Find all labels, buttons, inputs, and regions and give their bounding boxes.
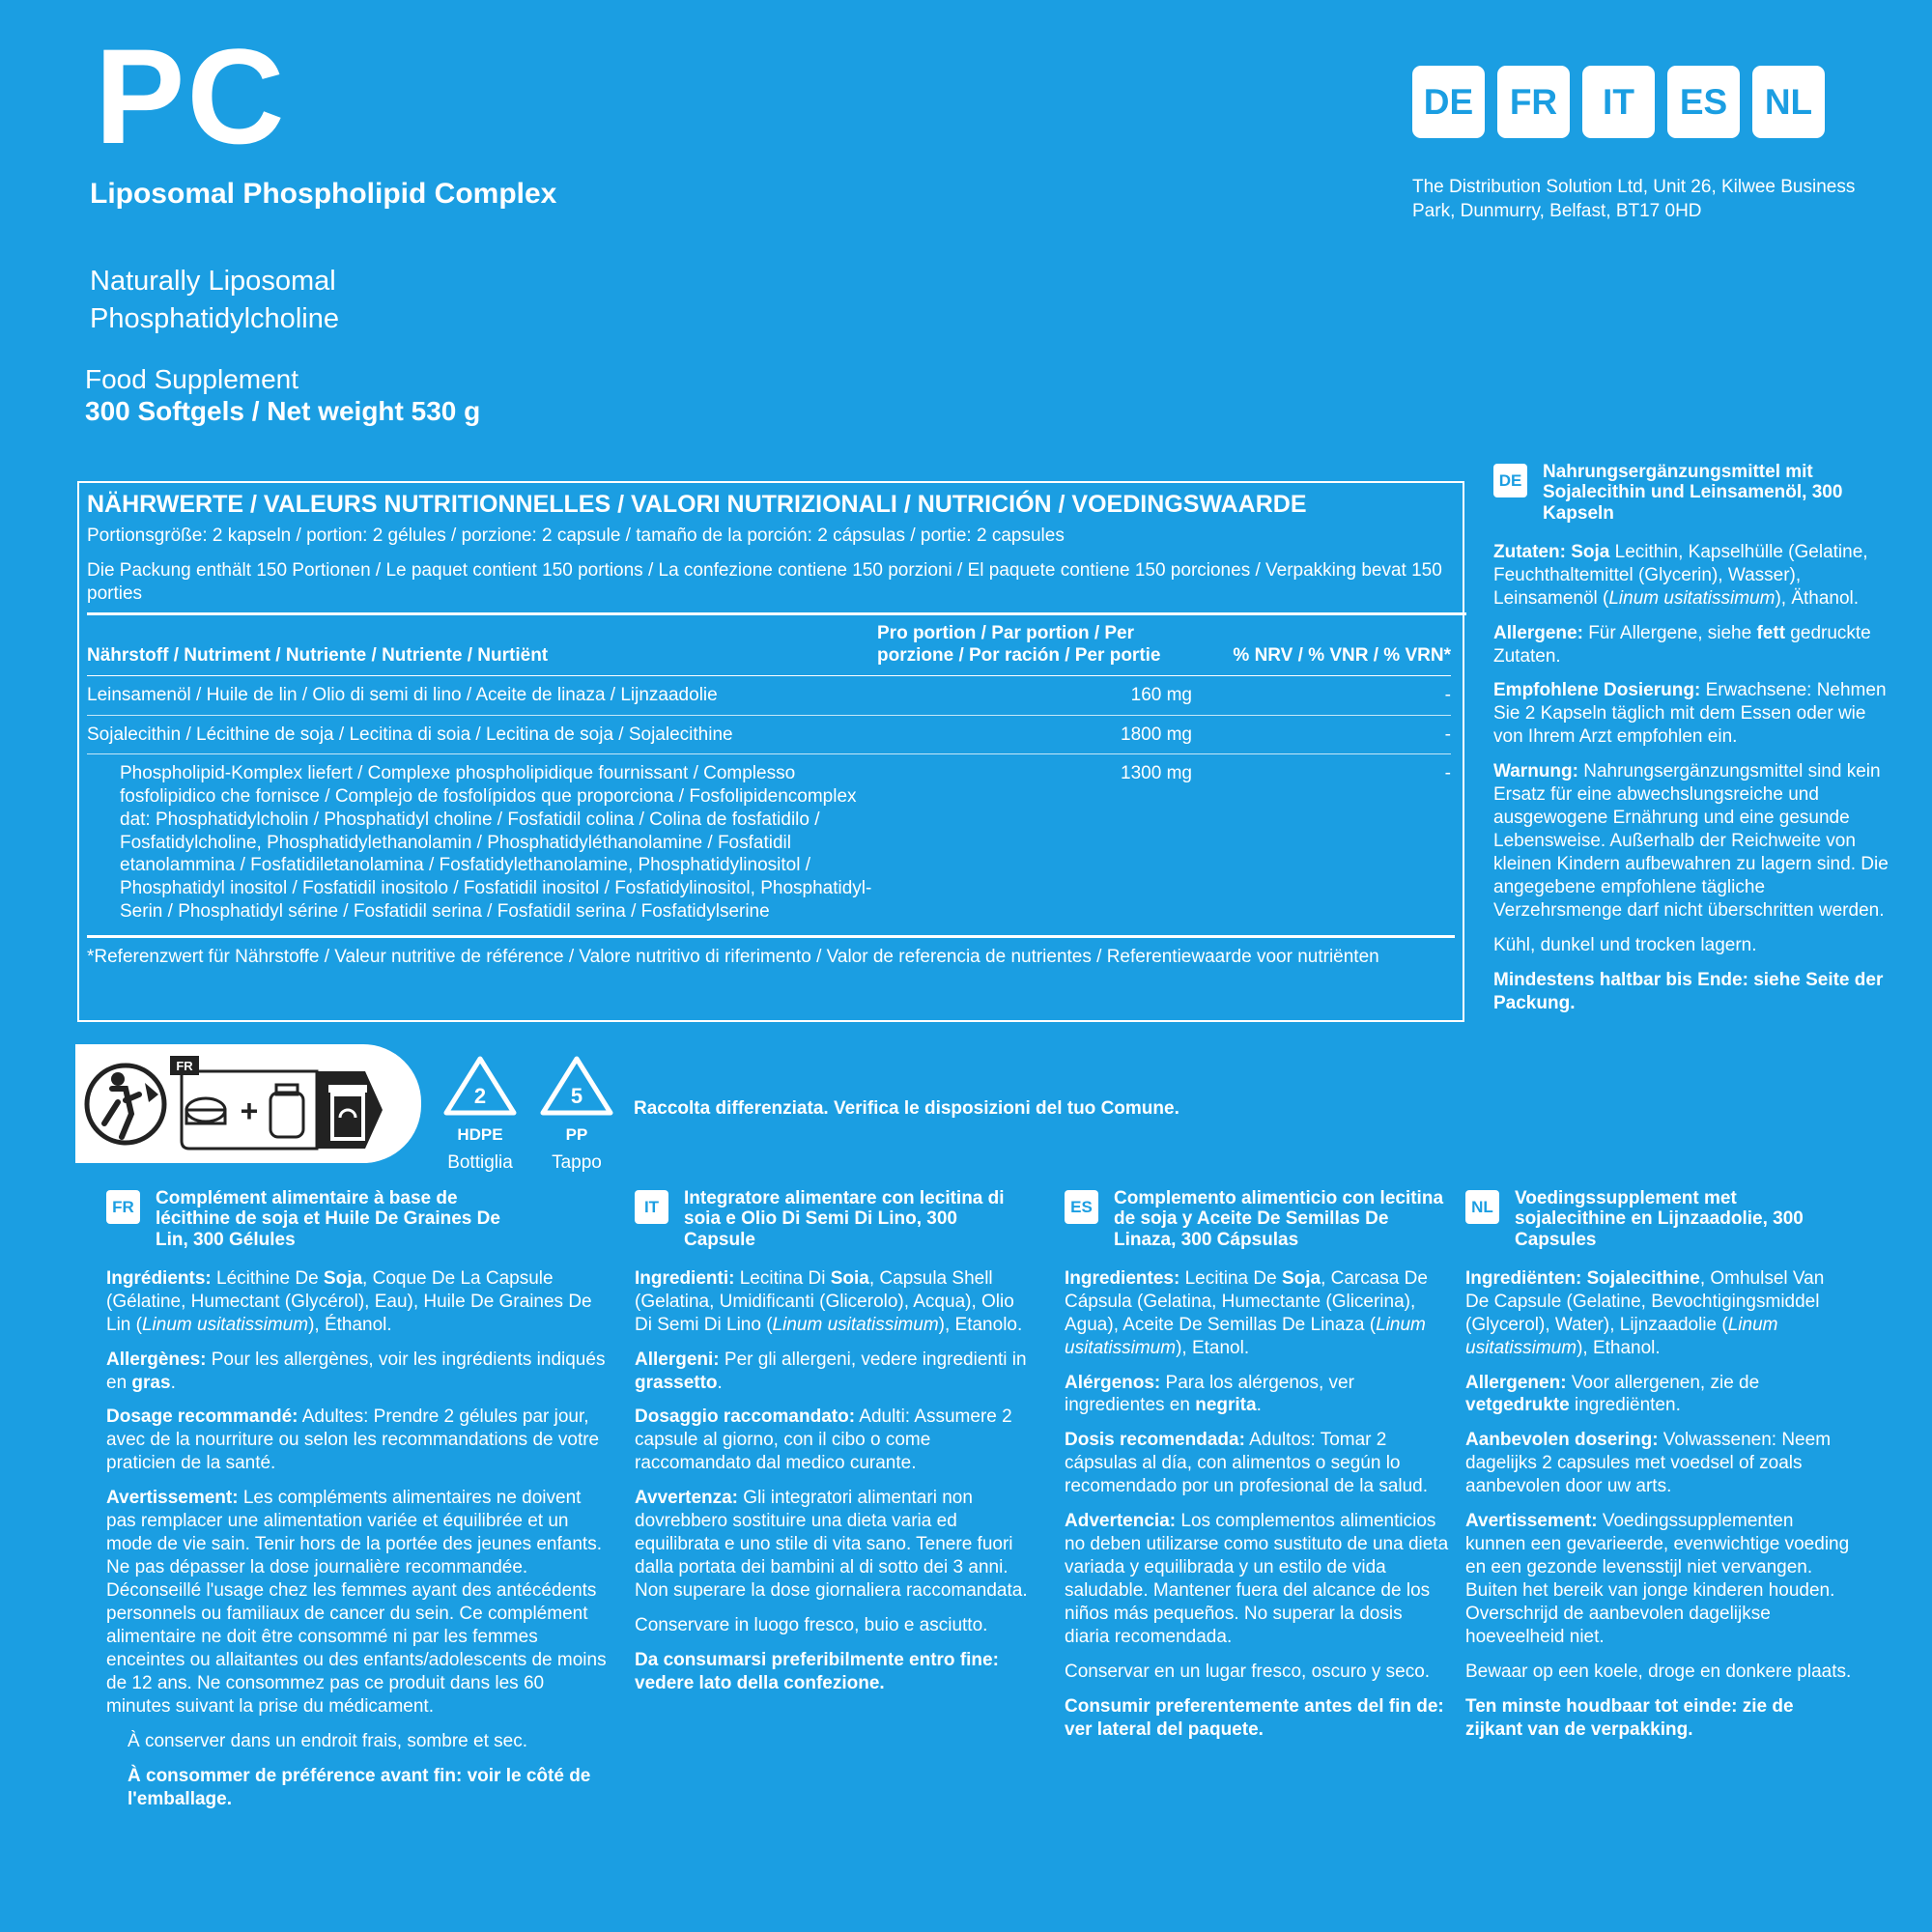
product-name: Liposomal Phospholipid Complex [90,178,557,210]
nutrient-name: Leinsamenöl / Huile de lin / Olio di semi di lino / Aceite de linaza / Lijnzaadolie [87,675,877,715]
table-row [87,715,1451,754]
serving-size: Portionsgröße: 2 kapseln / portion: 2 gélules / porzione: 2 capsule / tamaño de la porción: 2 cápsulas / portie: 2 capsules [87,526,1065,546]
net-weight: 300 Softgels / Net weight 530 g [85,396,481,426]
plus-icon: + [240,1094,259,1128]
lang-badge-it: IT [1582,66,1655,138]
warning-text: Advertencia: Los complementos alimenticios no deben utilizarse como sustituto de una dieta variada y equilibrada y un estilo de vida saludable. Mantener fuera del alcance de los niños más pequeños. No superar la dosis diaria recomendada. [1065,1511,1449,1647]
distributor-address: The Distribution Solution Ltd, Unit 26, Kilwee Business Park, Dunmurry, Belfast, BT17 0HD [1412,177,1856,221]
ingredients-text: Zutaten: Soja Lecithin, Kapselhülle (Gelatine, Feuchthaltemittel (Glycerin), Wasser), Leinsamenöl (Linum usitatissimum), Äthanol. [1493,541,1868,609]
best-before-text: Ten minste houdbaar tot einde: zie de zijkant van de verpakking. [1465,1695,1794,1740]
recycling-pictograms [75,1044,421,1163]
fr-info-box [170,1056,317,1149]
label-column-fr [106,1188,609,1822]
nrv-footnote: *Referenzwert für Nährstoffe / Valeur nutritive de référence / Valore nutritivo di riferimento / Valor de referencia de nutrientes / Referentiewaarde voor nutriënten [87,935,1455,969]
warning-text: Warnung: Nahrungsergänzungsmittel sind kein Ersatz für eine abwechslungsreiche und ausgewogene Ernährung und eine gesunde Lebensweise. Außerhalb der Reichweite von kleinen Kindern aufbewahren zu lagern sind. Die angegebene empfohlene tägliche Verzehrsmenge darf nicht überschritten werden. [1493,761,1889,921]
column-title: Complemento alimenticio con lecitina de soja y Aceite De Semillas De Linaza, 300 Cápsulas [1114,1188,1444,1250]
triman-icon [87,1065,164,1143]
nutrient-name: Phospholipid-Komplex liefert / Complexe phospholipidique fournissant / Complesso fosfolipidico che fornisce / Complejo de fosfolípidos que proporciona / Fosfolipidencomplex dat: Phosphatidylcholin / Phosphatidyl choline / Fosfatidil colina / Colina de fosfatidilo / Fosfatidylcholine, Phosphatidylethanolamin / Phosphatidyléthanolamine / Fosfatidil etanolammina / Fosfatidiletanolamina / Fosfatidylethanolamine, Phosphatidylinositol / Phosphatidyl inositol / Fosfatidil inositolo / Fosfatidil inositol / Fosfatidylinositol, Phosphatidyl-Serin / Phosphatidyl sérine / Fosfatidil serina / Fosfatidil serina / Fosfatidylserine [120,763,872,922]
recycle-triangle-icon [437,1053,524,1121]
allergens-text: Allergene: Für Allergene, siehe fett gedruckte Zutaten. [1493,622,1871,667]
label-column-it [635,1188,1031,1707]
best-before-text: Mindestens haltbar bis Ende: siehe Seite der Packung. [1493,969,1884,1013]
nutrient-nrv: - [1444,763,1451,784]
storage-text: Kühl, dunkel und trocken lagern. [1493,934,1757,955]
label-column-nl [1465,1188,1852,1753]
table-row [87,675,1451,715]
dosage-text: Empfohlene Dosierung: Erwachsene: Nehmen Sie 2 Kapseln täglich mit dem Essen oder wie von Ihrem Arzt empfohlen ein. [1493,680,1887,748]
lang-badge-de-small: DE [1493,464,1527,497]
recycle-part-label: Bottiglia [447,1152,513,1173]
recycling-bin-icon [317,1071,383,1149]
lang-badge-fr-small: FR [106,1190,140,1224]
fr-tag-label: FR [176,1059,193,1073]
label-column-de [1493,462,1889,1027]
column-title: Nahrungsergänzungsmittel mit Sojalecithin und Leinsamenöl, 300 Kapseln [1543,462,1843,524]
nutrient-amount: 1800 mg [877,715,1192,754]
recycle-number: 2 [473,1084,487,1108]
recycle-number: 5 [570,1084,583,1108]
dosage-text: Aanbevolen dosering: Volwassenen: Neem dagelijks 2 capsules met voedsel of zoals aanbevolen door uw arts. [1465,1430,1832,1497]
dosage-text: Dosis recomendada: Adultos: Tomar 2 cápsulas al día, con alimentos o según lo recomendado por un profesional de la salud. [1065,1430,1429,1497]
best-before-text: À consommer de préférence avant fin: voir le côté de l'emballage. [128,1765,591,1809]
table-header-row [87,617,1451,675]
storage-text: À conserver dans un endroit frais, sombre et sec. [128,1730,527,1751]
lang-badge-fr: FR [1497,66,1570,138]
best-before-text: Da consumarsi preferibilmente entro fine: vedere lato della confezione. [635,1649,999,1693]
lang-badge-nl: NL [1752,66,1825,138]
nutrient-name: Sojalecithin / Lécithine de soja / Lecitina di soia / Lecitina de soja / Sojalecithine [87,715,877,754]
allergens-text: Allergenen: Voor allergenen, zie de vetgedrukte ingrediënten. [1465,1372,1760,1416]
column-title: Integratore alimentare con lecitina di soia e Olio Di Semi Di Lino, 300 Capsule [684,1188,1005,1250]
storage-text: Conservare in luogo fresco, buio e asciutto. [635,1614,988,1635]
servings-per-container: Die Packung enthält 150 Portionen / Le paquet contient 150 portions / La confezione contiene 150 porzioni / El paquete contiene 150 porciones / Verpakking bevat 150 porties [87,559,1466,616]
brand-logo: PC [95,20,287,172]
lang-badge-es: ES [1667,66,1740,138]
table-row [87,754,1451,931]
warning-text: Avvertenza: Gli integratori alimentari non dovrebbero sostituire una dieta varia ed equilibrata e uno stile di vita sano. Tenere fuori dalla portata dei bambini al di sotto dei 3 anni. Non superare la dose giornaliera raccomandata. [635,1488,1028,1602]
lang-badge-de: DE [1412,66,1485,138]
recycling-message: Raccolta differenziata. Verifica le disposizioni del tuo Comune. [634,1098,1179,1119]
ingredients-text: Ingrediënten: Sojalecithine, Omhulsel Van De Capsule (Gelatine, Bevochtigingsmiddel (Glycerol), Water), Lijnzaadolie (Linum usitatissimum), Ethanol. [1465,1267,1825,1358]
best-before-text: Consumir preferentemente antes del fin de: ver lateral del paquete. [1065,1695,1444,1740]
dosage-text: Dosage recommandé: Adultes: Prendre 2 gélules par jour, avec de la nourriture ou selon les recommandations de votre praticien de la santé. [106,1406,600,1474]
warning-text: Avertissement: Les compléments alimentaires ne doivent pas remplacer une alimentation variée et équilibrée et un mode de vie sain. Tenir hors de la portée des jeunes enfants. Ne pas dépasser la dose journalière recommandée. Déconseillé l'usage chez les femmes ayant des antécédents personnels ou familiaux de cancer du sein. Ce complément alimentaire ne doit être consommé ni par les femmes enceintes ou allaitantes ou des enfants/adolescents de moins de 12 ans. Ne consommez pas ce produit dans les 60 minutes suivant la prise du médicament. [106,1488,607,1717]
allergens-text: Alérgenos: Para los alérgenos, ver ingredientes en negrita. [1065,1372,1354,1416]
ingredients-text: Ingredienti: Lecitina Di Soia, Capsula Shell (Gelatina, Umidificanti (Glicerolo), Acqua), Olio Di Semi Di Lino (Linum usitatissimum), Etanolo. [635,1267,1023,1335]
nutrient-amount: 1300 mg [1121,763,1192,784]
ingredients-text: Ingredientes: Lecitina De Soja, Carcasa De Cápsula (Gelatina, Humectante (Glicerina), Agua), Aceite De Semillas De Linaza (Linum usitatissimum), Etanol. [1065,1267,1428,1358]
storage-text: Conservar en un lugar fresco, oscuro y seco. [1065,1661,1431,1682]
lang-badge-nl-small: NL [1465,1190,1499,1224]
language-badges [1412,66,1825,138]
column-title: Complément alimentaire à base de lécithine de soja et Huile De Graines De Lin, 300 Gélules [156,1188,500,1250]
lang-badge-es-small: ES [1065,1190,1098,1224]
allergens-text: Allergènes: Pour les allergènes, voir les ingrédients indiqués en gras. [106,1349,606,1393]
warning-text: Avertissement: Voedingssupplementen kunnen een gevarieerde, evenwichtige voeding en een gezonde levensstijl niet vervangen. Buiten het bereik van jonge kinderen houden. Overschrijd de aanbevolen dagelijkse hoeveelheid niet. [1465,1511,1850,1647]
recycling-info-pill [75,1044,421,1163]
recycle-code-pp [533,1053,620,1174]
supplement-type: Food Supplement [85,364,299,394]
column-title: Voedingssupplement met sojalecithine en Lijnzaadolie, 300 Capsules [1515,1188,1804,1250]
recycle-code-hdpe [437,1053,524,1174]
dosage-text: Dosaggio raccomandato: Adulti: Assumere 2 capsule al giorno, con il cibo o come raccomandato dal medico curante. [635,1406,1012,1474]
nutrient-amount: 160 mg [877,675,1192,715]
col-per-portion-header: Pro portion / Par portion / Per porzione / Por ración / Per portie [877,617,1192,675]
recycle-material: PP [565,1125,588,1144]
label-column-es [1065,1188,1451,1753]
lang-badge-it-small: IT [635,1190,668,1224]
ingredients-text: Ingrédients: Lécithine De Soja, Coque De La Capsule (Gélatine, Humectant (Glycérol), Eau), Huile De Graines De Lin (Linum usitatissimum), Éthanol. [106,1267,592,1335]
recycle-part-label: Tappo [552,1152,602,1173]
col-nrv-header: % NRV / % VNR / % VRN* [1192,617,1451,675]
recycle-triangle-icon [533,1053,620,1121]
recycle-material: HDPE [457,1125,503,1144]
nutrient-nrv: - [1192,675,1451,715]
col-nutrient-header: Nährstoff / Nutriment / Nutriente / Nutriente / Nurtiënt [87,617,877,675]
nutrition-title: NÄHRWERTE / VALEURS NUTRITIONNELLES / VALORI NUTRIZIONALI / NUTRICIÓN / VOEDINGSWAARDE [87,491,1307,518]
storage-text: Bewaar op een koele, droge en donkere plaats. [1465,1661,1852,1682]
nutrient-nrv: - [1192,715,1451,754]
allergens-text: Allergeni: Per gli allergeni, vedere ingredienti in grassetto. [635,1349,1027,1393]
nutrition-panel [77,481,1464,1022]
nutrition-table [87,617,1451,930]
product-subtitle: Naturally Liposomal Phosphatidylcholine [90,266,339,335]
